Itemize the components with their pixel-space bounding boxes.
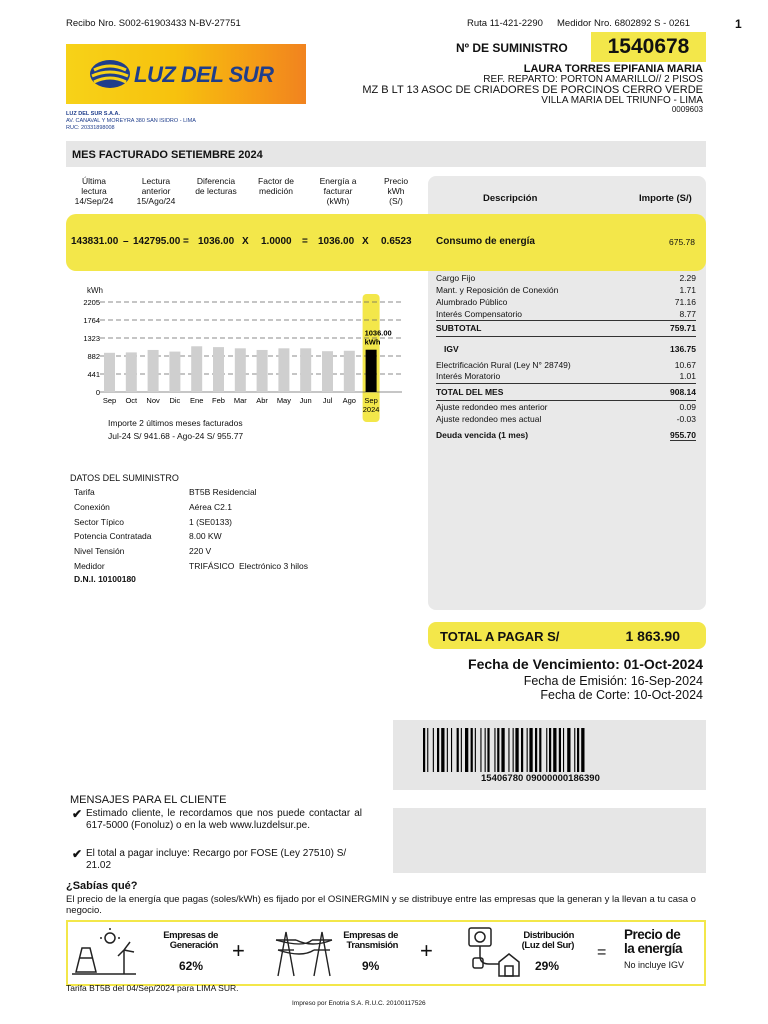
charge-row: Mant. y Reposición de Conexión 1.71 — [436, 285, 696, 295]
footer-tarifa: Tarifa BT5B del 04/Sep/2024 para LIMA SUR. — [66, 983, 239, 993]
dist-pct: 29% — [535, 959, 560, 973]
datos-key: Conexión — [74, 501, 110, 512]
bar — [366, 350, 377, 392]
factor-value: 1.0000 — [261, 236, 292, 247]
reading-difference: 1036.00 — [198, 236, 235, 247]
dist-label: Distribución (Luz del Sur) — [521, 930, 574, 951]
client-address-1: MZ B LT 13 ASOC DE CRIADORES DE PORCINOS CERRO VERDE — [362, 84, 703, 96]
client-address-2: VILLA MARIA DEL TRIUNFO - LIMA — [541, 95, 703, 106]
logo-text: LUZ DEL SUR — [134, 62, 274, 87]
sabias-title: ¿Sabías qué? — [66, 880, 138, 892]
op-equals-1: = — [183, 236, 189, 247]
messages-title: MENSAJES PARA EL CLIENTE — [70, 794, 227, 806]
dni: D.N.I. 10100180 — [74, 574, 136, 584]
energy-value: 1036.00 — [318, 236, 355, 247]
x-tick-label: Mar — [233, 396, 247, 405]
consumo-label: Consumo de energía — [436, 236, 535, 247]
company-address: AV. CANAVAL Y MOREYRA 380 SAN ISIDRO - LIMA — [66, 118, 196, 124]
client-ref: REF. REPARTO: PORTON AMARILLO// 2 PISOS — [483, 74, 703, 85]
x-tick-label: Jun — [299, 396, 312, 405]
x-tick-label: 2024 — [362, 405, 380, 414]
datos-value: Aérea C2.1 — [189, 501, 232, 512]
price-value: 0.6523 — [381, 236, 412, 247]
plus-2: + — [420, 938, 433, 963]
bar — [257, 350, 268, 392]
barcode-icon — [423, 728, 613, 772]
trans-pct: 9% — [362, 959, 380, 973]
datos-row — [74, 546, 374, 556]
col-diferencia: Diferencia de lecturas — [195, 176, 237, 196]
page-number: 1 — [735, 17, 742, 31]
x-tick-label: Nov — [146, 396, 160, 405]
debt-row: Deuda vencida (1 mes) 955.70 — [436, 430, 696, 440]
charge-row: Electrificación Rural (Ley N° 28749) 10.67 — [436, 360, 696, 370]
datos-value: BT5B Residencial — [189, 487, 257, 497]
x-tick-label: Oct — [125, 396, 138, 405]
charge-row: Alumbrado Público 71.16 — [436, 297, 696, 307]
supply-number: 1540678 — [591, 32, 706, 62]
bar — [126, 352, 137, 392]
company-name: LUZ DEL SUR S.A.A. — [66, 111, 120, 117]
op-times-2: X — [362, 236, 369, 247]
datos-row — [74, 487, 374, 497]
datos-key: Tarifa — [74, 487, 95, 497]
bar — [104, 353, 115, 392]
y-tick-label: 882 — [87, 352, 100, 361]
check-icon: ✔ — [72, 807, 83, 821]
consumo-value: 675.78 — [669, 237, 695, 247]
y-tick-label: 1764 — [83, 316, 100, 325]
company-info — [66, 111, 196, 132]
bar — [191, 346, 202, 392]
col-ultima: Última lectura 14/Sep/24 — [74, 176, 114, 206]
message-2: ✔ El total a pagar incluye: Recargo por FOSE (Ley 27510) S/ 21.02 — [72, 847, 347, 871]
data-label: kWh — [364, 337, 381, 347]
datos-title: DATOS DEL SUMINISTRO — [70, 473, 179, 483]
datos-key: Medidor — [74, 561, 105, 571]
datos-key: Potencia Contratada — [74, 531, 152, 542]
x-tick-label: Sep — [102, 396, 117, 405]
gen-label: Empresas de Generación — [163, 930, 218, 951]
importe-header: Importe (S/) — [639, 193, 692, 204]
cut-date: Fecha de Corte: 10-Oct-2024 — [540, 688, 703, 702]
datos-row — [74, 531, 374, 541]
bar — [213, 347, 224, 392]
supply-label: Nº DE SUMINISTRO — [456, 41, 568, 55]
receipt-number: Recibo Nro. S002-61903433 N-BV-27751 — [66, 18, 241, 29]
no-igv: No incluye IGV — [624, 960, 685, 970]
x-tick-label: May — [276, 396, 291, 405]
y-tick-label: 2205 — [83, 298, 100, 307]
charge-row: Cargo Fijo 2.29 — [436, 273, 696, 283]
x-tick-label: Sep — [364, 396, 378, 405]
bar — [322, 351, 333, 392]
x-tick-label: Jul — [322, 396, 333, 405]
op-equals-2: = — [302, 236, 308, 247]
total-month-row: TOTAL DEL MES 908.14 — [436, 387, 696, 401]
datos-value: TRIFÁSICO Electrónico 3 hilos — [189, 561, 309, 571]
x-tick-label: Ago — [342, 396, 356, 405]
company-ruc: RUC: 20331898008 — [66, 125, 115, 131]
precio-energia-label: Precio de la energía — [624, 927, 683, 956]
plus-1: + — [232, 938, 245, 963]
datos-value: 1 (SE0133) — [189, 516, 232, 527]
y-tick-label: 0 — [95, 388, 100, 397]
logo — [66, 44, 306, 104]
datos-value: 8.00 KW — [189, 531, 222, 542]
col-anterior: Lectura anterior 15/Ago/24 — [136, 176, 176, 206]
issue-date: Fecha de Emisión: 16-Sep-2024 — [523, 674, 703, 688]
op-minus: – — [123, 236, 129, 247]
reading-previous: 142795.00 — [133, 236, 181, 247]
footer-printer: Impreso por Enotria S.A. R.U.C. 20100117526 — [292, 1000, 426, 1007]
route: Ruta 11-421-2290 — [467, 18, 543, 29]
bar — [235, 348, 246, 392]
message-box — [393, 808, 706, 873]
sabias-text: El precio de la energía que pagas (soles/kWh) es fijado por el OSINERGMIN y se distribuye entre las empresas que la generan y la llevan a tu casa o negocio. — [66, 894, 696, 916]
bar — [169, 352, 180, 392]
igv-row: IGV 136.75 — [444, 344, 696, 354]
bar — [300, 348, 311, 392]
bar — [344, 351, 355, 392]
charge-row: Interés Moratorio 1.01 — [436, 371, 696, 384]
datos-value: 220 V — [189, 546, 212, 557]
datos-key: Nivel Tensión — [74, 546, 125, 557]
month-title: MES FACTURADO SETIEMBRE 2024 — [66, 141, 706, 167]
datos-row — [74, 502, 374, 512]
chart-ylabel: kWh — [87, 286, 103, 295]
reading-current: 143831.00 — [71, 236, 119, 247]
y-tick-label: 441 — [87, 370, 100, 379]
equals: = — [597, 944, 607, 961]
message-1: ✔ Estimado cliente, le recordamos que nos puede contactar al 617-5000 (Fonoluz) o en la web www.luzdelsur.pe. — [72, 807, 362, 831]
col-energia: Energía a facturar (kWh) — [319, 176, 357, 206]
datos-row — [74, 561, 374, 571]
datos-key: Sector Típico — [74, 516, 124, 527]
consumption-chart — [66, 294, 406, 422]
x-tick-label: Dic — [169, 396, 181, 405]
import-note-2: Jul-24 S/ 941.68 - Ago-24 S/ 955.77 — [108, 431, 244, 441]
bar — [148, 350, 159, 392]
import-note-1: Importe 2 últimos meses facturados — [108, 418, 243, 428]
charge-row: Ajuste redondeo mes actual -0.03 — [436, 414, 696, 424]
barcode-number: 15406780 09000000186390 — [481, 773, 600, 784]
bar — [278, 348, 289, 392]
charge-row: Interés Compensatorio 8.77 — [436, 309, 696, 319]
op-times-1: X — [242, 236, 249, 247]
desc-header: Descripción — [483, 193, 538, 204]
total-to-pay-label: TOTAL A PAGAR S/ — [440, 629, 560, 644]
data-label: 1036.00 — [364, 328, 392, 338]
total-to-pay — [428, 622, 706, 649]
datos-row — [74, 517, 374, 527]
col-precio: Precio kWh (S/) — [383, 176, 409, 206]
x-tick-label: Abr — [256, 396, 268, 405]
check-icon: ✔ — [72, 847, 83, 861]
total-to-pay-value: 1 863.90 — [625, 628, 680, 644]
due-date: Fecha de Vencimiento: 01-Oct-2024 — [468, 656, 703, 672]
subtotal-row: SUBTOTAL 759.71 — [436, 323, 696, 337]
logo-mark-icon — [88, 58, 132, 90]
gen-pct: 62% — [179, 959, 204, 973]
trans-label: Empresas de Transmisión — [343, 930, 398, 951]
x-tick-label: Feb — [212, 396, 225, 405]
generation-icon — [72, 928, 136, 978]
charge-row: Ajuste redondeo mes anterior 0.09 — [436, 402, 696, 412]
x-tick-label: Ene — [190, 396, 204, 405]
client-code: 0009603 — [671, 105, 703, 114]
col-factor: Factor de medición — [258, 176, 294, 196]
meter-number: Medidor Nro. 6802892 S - 0261 — [557, 18, 691, 29]
y-tick-label: 1323 — [83, 334, 100, 343]
barcode-area — [393, 720, 706, 790]
client-name: LAURA TORRES EPIFANIA MARIA — [523, 63, 703, 75]
